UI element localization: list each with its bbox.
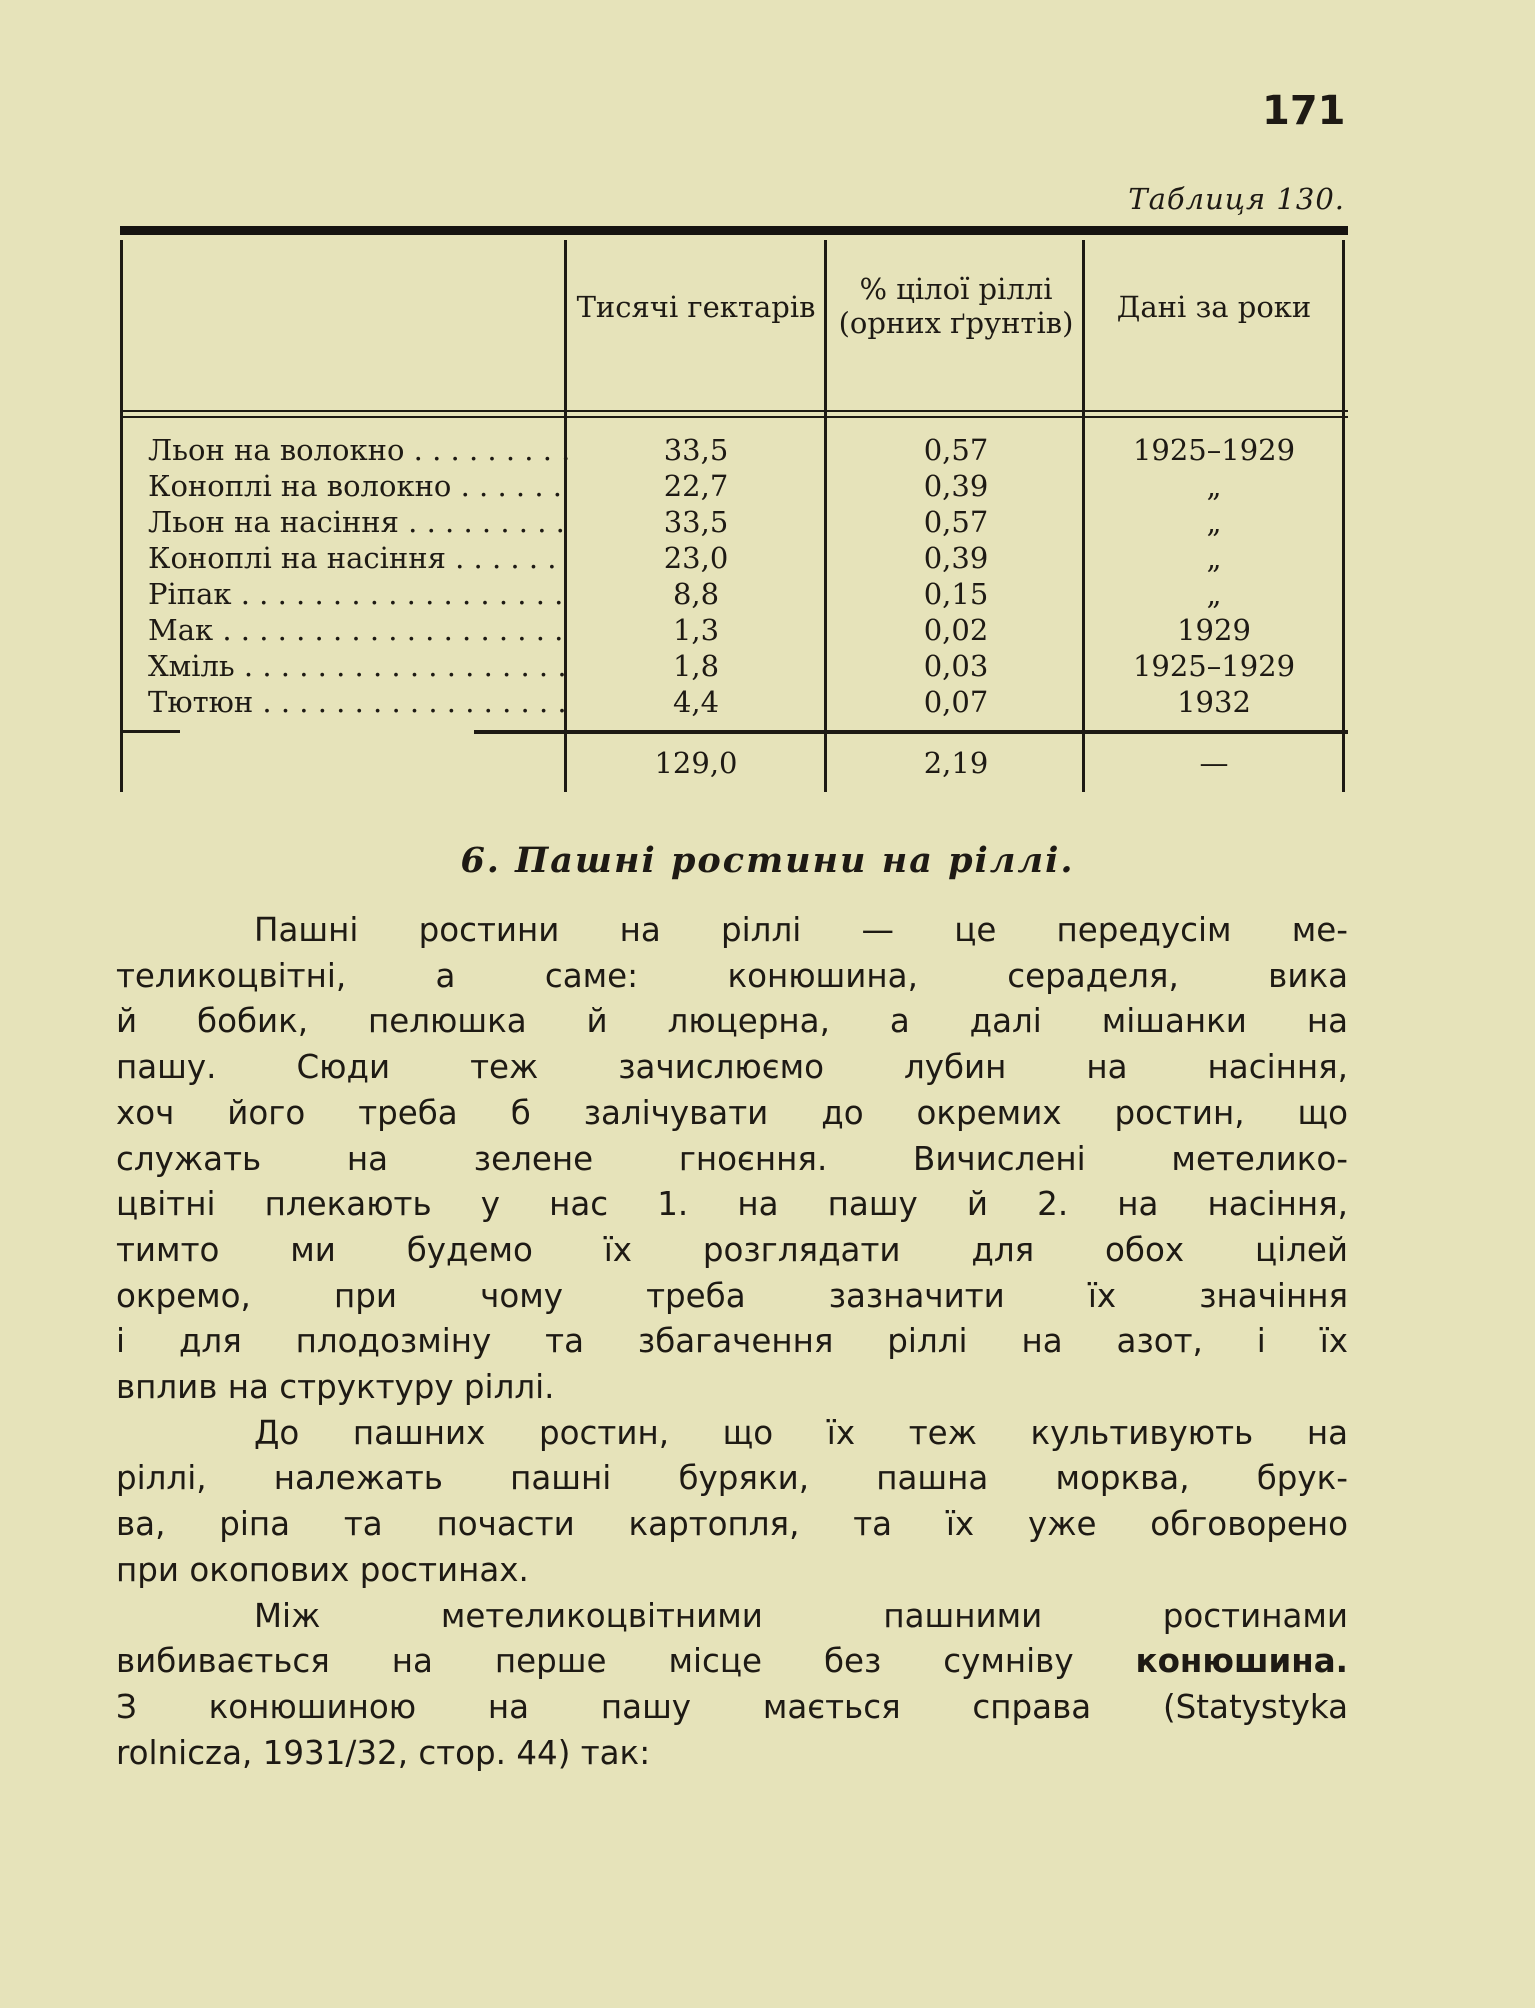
text-line: вплив на структуру ріллі. [116,1368,555,1407]
col-percent [834,432,1078,720]
header-percent: % цілої ріллі (орних ґрунтів) [838,272,1074,340]
row-name: Льон на насіння . . . [148,504,568,540]
row-name: Тютюн . . . [148,684,568,720]
cell-thousand-ha: 33,5 [663,505,729,539]
page-number: 171 [1262,88,1346,134]
row-name: Ріпак . . . [148,576,568,612]
section-heading: 6. Пашні ростини на ріллі. [460,840,1075,881]
total-rule [474,730,1348,734]
row-names [148,432,568,720]
cell-years: „ [1206,469,1222,503]
cell-percent: 0,15 [923,577,989,611]
header-rule [120,410,1348,412]
text-line: пашу. Сюди теж зачислюємо лубин на насіння, [116,1048,1348,1087]
row-name: Коноплі на волокно . . . [148,468,568,504]
cell-years: 1925–1929 [1132,433,1296,467]
table-border-right [1342,240,1345,792]
text-line: й бобик, пелюшка й люцерна, а далі мішанки на [116,1002,1348,1041]
cell-thousand-ha: 1,8 [672,649,720,683]
table-divider-2 [824,240,827,792]
text-line: і для плодозміну та збагачення ріллі на азот, і їх [116,1322,1348,1361]
table-top-rule [120,226,1348,235]
text-fragment: вибивається на перше місце без сумніву [116,1642,1074,1681]
cell-years: „ [1206,541,1222,575]
cell-thousand-ha: 1,3 [672,613,720,647]
text-line: теликоцвітні, а саме: конюшина, сераделя, вика [116,956,1348,995]
cell-percent: 0,07 [923,685,989,719]
cell-years: „ [1206,577,1222,611]
text-line: ва, ріпа та почасти картопля, та їх уже обговорено [116,1505,1348,1544]
text-line: тимто ми будемо їх розглядати для обох цілей [116,1230,1348,1269]
row-name: Коноплі на насіння . . . [148,540,568,576]
col-years [1092,432,1336,720]
total-rule-stub [120,730,180,733]
table-caption: Таблиця 130. [1128,182,1345,216]
col-thousand-ha [574,432,818,720]
cell-thousand-ha: 4,4 [672,685,720,719]
cell-percent: 0,39 [923,541,989,575]
text-line: З конюшиною на пашу мається справа (Statystyka [116,1687,1348,1726]
cell-thousand-ha: 8,8 [672,577,720,611]
body-text [116,908,1348,1776]
total-years: — [1199,746,1229,780]
cell-years: „ [1206,505,1222,539]
cell-thousand-ha: 23,0 [663,541,729,575]
bold-term: конюшина. [1135,1642,1348,1681]
cell-percent: 0,03 [923,649,989,683]
text-line: при окопових ростинах. [116,1550,529,1589]
cell-percent: 0,39 [923,469,989,503]
cell-percent: 0,57 [923,433,989,467]
text-line: Між метеликоцвітними пашними ростинами [254,1596,1348,1635]
text-line: rolnicza, 1931/32, стор. 44) так: [116,1733,651,1772]
row-name: Льон на волокно . . . [148,432,568,468]
header-years: Дані за роки [1116,290,1312,324]
row-name: Хміль . . . [148,648,568,684]
text-line: окремо, при чому треба зазначити їх значіння [116,1276,1348,1315]
text-line: До пашних ростин, що їх теж культивують на [254,1413,1348,1452]
cell-percent: 0,57 [923,505,989,539]
cell-years: 1925–1929 [1132,649,1296,683]
total-percent: 2,19 [923,746,989,780]
text-line: Пашні ростини на ріллі — це передусім ме- [254,911,1348,949]
cell-thousand-ha: 22,7 [663,469,729,503]
table-divider-3 [1082,240,1085,792]
data-table [120,226,1348,792]
text-line: хоч його треба б залічувати до окремих ростин, що [116,1093,1348,1132]
row-name: Мак . . . [148,612,568,648]
cell-thousand-ha: 33,5 [663,433,729,467]
text-line: служать на зелене гноєння. Вичислені метелико- [116,1139,1348,1178]
text-line: ріллі, належать пашні буряки, пашна морква, брук- [116,1459,1348,1498]
text-line-with-bold [116,1639,1348,1685]
text-line: цвітні плекають у нас 1. на пашу й 2. на насіння, [116,1185,1348,1224]
cell-years: 1932 [1177,685,1251,719]
header-rule-2 [120,416,1348,418]
header-thousand-ha: Тисячі гектарів [576,290,816,324]
total-thousand-ha: 129,0 [654,746,738,780]
table-border-left [120,240,123,792]
cell-years: 1929 [1177,613,1251,647]
cell-percent: 0,02 [923,613,989,647]
